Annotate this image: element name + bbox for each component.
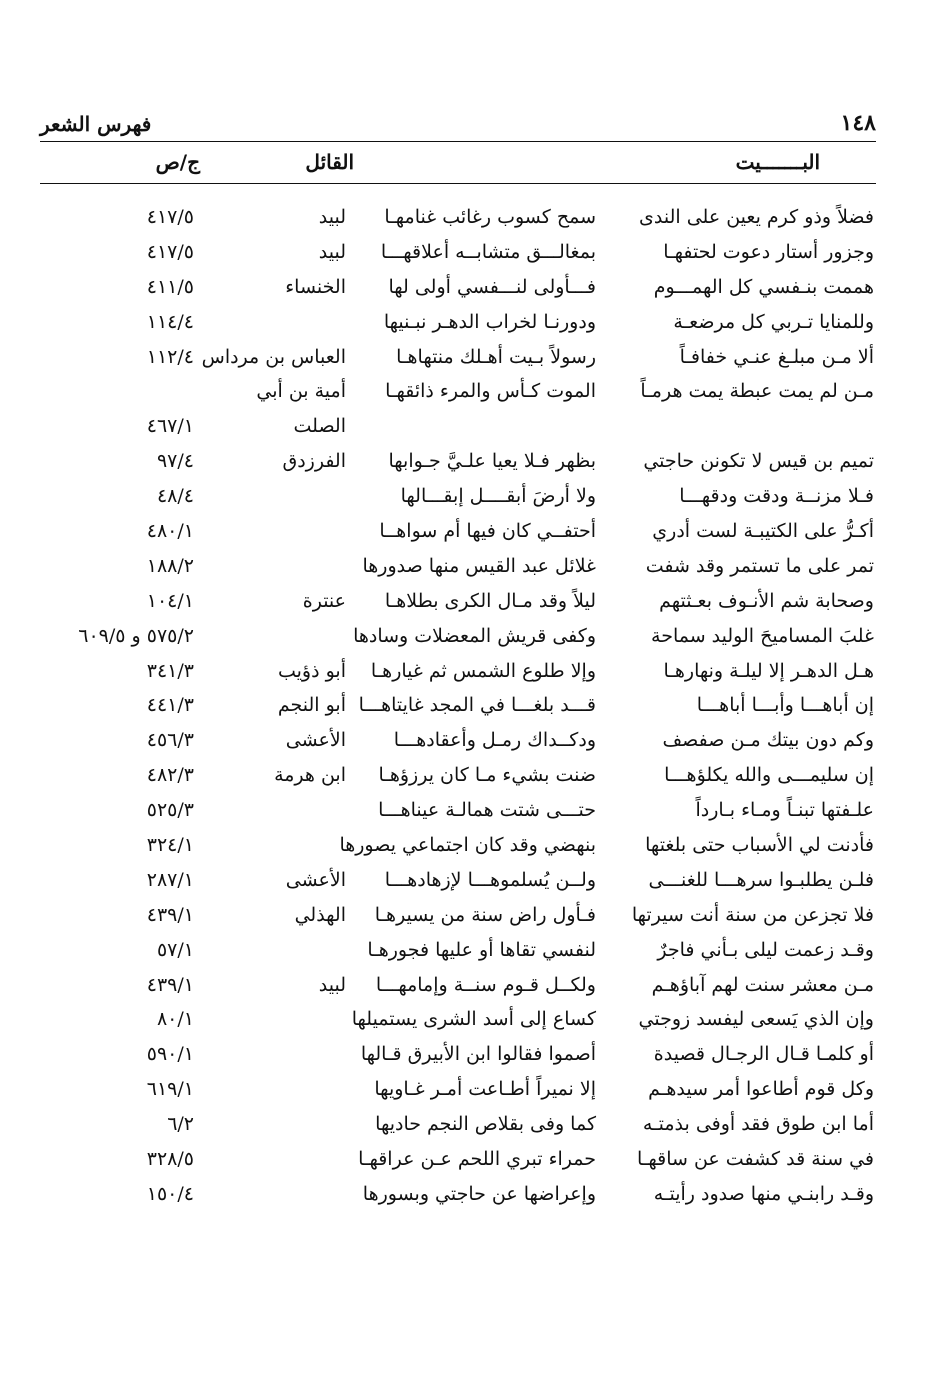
verse-first-hemistich: إن سليمـــى والله يكلؤهـــا xyxy=(664,764,874,787)
verse-first-hemistich: فلا تجزعن من سنة أنت سيرتها xyxy=(631,903,874,926)
column-headers xyxy=(40,150,876,182)
running-title: فهرس الشعر xyxy=(40,112,152,136)
poet-name: أبو النجم xyxy=(277,694,346,717)
volume-page-reference: ٤١٧/٥ xyxy=(146,206,194,228)
verse-second-hemistich: ولــن يُسلموهـــا لإزهادهـــا xyxy=(384,868,596,891)
table-row xyxy=(0,481,946,516)
verse-second-hemistich: إلا نميراً أطـاعت أمـر غـاويها xyxy=(374,1078,596,1101)
volume-page-reference: ٥٧/١ xyxy=(156,938,194,961)
table-row xyxy=(0,1109,946,1144)
table-row xyxy=(0,446,946,481)
poet-name: الخنساء xyxy=(285,275,346,298)
verse-first-hemistich: فضلاً وذو كرم يعين على الندى xyxy=(639,206,874,228)
verse-first-hemistich: تمر على ما تستمر وقد شفت xyxy=(645,554,874,577)
table-row xyxy=(0,1179,946,1214)
verse-second-hemistich: وإلا طلوع الشمس ثم غيارهـا xyxy=(370,659,596,682)
volume-page-reference: ٤٣٩/١ xyxy=(146,903,194,926)
verse-first-hemistich: هممت بنـفسي كل الهمـــوم xyxy=(653,275,874,298)
table-row xyxy=(0,237,946,272)
verse-first-hemistich: فـلا مزنــة ودقت ودقهـــا xyxy=(679,485,874,508)
verse-second-hemistich: الموت كـأس والمرء ذائقهـا xyxy=(385,380,596,403)
volume-page-reference: ١٠٤/١ xyxy=(146,589,194,612)
volume-page-reference: ٤١٧/٥ xyxy=(146,240,194,263)
verse-first-hemistich: تميم بن قيس لا تكونن حاجتي xyxy=(643,450,874,473)
verse-first-hemistich: مـن لم يمت عبطة يمت هرمـاً xyxy=(640,380,874,403)
verse-first-hemistich: وللمنايا تـربي كل مرضعـة xyxy=(673,310,874,333)
table-row xyxy=(0,516,946,551)
volume-page-reference: ٤٤١/٣ xyxy=(146,694,194,717)
table-row xyxy=(0,935,946,970)
poet-name: عنترة xyxy=(302,589,346,612)
table-row xyxy=(0,376,946,411)
page-number: ١٤٨ xyxy=(840,110,876,136)
table-row xyxy=(0,551,946,586)
volume-page-reference: ٣٤١/٣ xyxy=(146,659,194,682)
poet-name: أبو ذؤيب xyxy=(277,659,346,682)
volume-page-reference: ٥٩٠/١ xyxy=(146,1043,194,1066)
volume-page-reference: ٥٢٥/٣ xyxy=(146,799,194,822)
reference-column-header: ج/ص xyxy=(155,150,200,174)
table-row xyxy=(0,1074,946,1109)
table-row xyxy=(0,725,946,760)
table-row xyxy=(0,970,946,1005)
verse-first-hemistich: وقـد زعمت ليلى بـأني فاجرٌ xyxy=(657,938,874,961)
table-row xyxy=(0,795,946,830)
verse-second-hemistich: بمغالـــق متشابــه أعلاقهـــا xyxy=(380,240,596,263)
verse-second-hemistich: غلائل عبد القيس منها صدورها xyxy=(362,554,596,577)
verse-second-hemistich: حتـــى شتت همالـة عيناهـــا xyxy=(378,799,596,822)
table-row xyxy=(0,342,946,377)
volume-page-reference: ٢٨٧/١ xyxy=(146,868,194,891)
table-row xyxy=(0,656,946,691)
verse-second-hemistich: كما وفى بقلاص النجم حاديها xyxy=(375,1113,596,1136)
volume-page-reference: ٤٣٩/١ xyxy=(146,973,194,996)
verse-second-hemistich: ليلاً وقد مـال الكرى بطلاهـا xyxy=(384,589,596,612)
volume-page-reference: ٤٥٦/٣ xyxy=(146,729,194,752)
verse-second-hemistich: بظهر فـلا يعيا علـيَّ جـوابها xyxy=(388,450,596,473)
volume-page-reference: ٣٢٨/٥ xyxy=(146,1148,194,1171)
header-rule xyxy=(40,141,876,142)
volume-page-reference: ٤٨٠/١ xyxy=(146,520,194,543)
table-row xyxy=(0,1004,946,1039)
verse-first-hemistich: علـفتها تبنـاً ومـاء بـارداً xyxy=(695,799,874,822)
table-row xyxy=(0,760,946,795)
poet-column-header: القائل xyxy=(305,150,354,174)
poet-name: لبيد xyxy=(318,206,346,228)
verse-second-hemistich: قـــد بلغـــا في المجد غايتاهـــا xyxy=(358,694,596,717)
verse-first-hemistich: أما ابن طوق فقد أوفى بذمتـه xyxy=(642,1113,874,1136)
verse-second-hemistich: ودكــداك رمـل وأعقادهـــا xyxy=(393,729,596,752)
running-head xyxy=(40,110,876,144)
volume-page-reference: ٥٧٥/٢ و ٦٠٩/٥ xyxy=(78,624,194,647)
table-row xyxy=(0,830,946,865)
poet-name: الأعشى xyxy=(285,868,346,891)
table-row xyxy=(0,1144,946,1179)
verse-first-hemistich: أكـرُّ على الكتيبـة لست أدري xyxy=(652,520,874,543)
verse-first-hemistich: إن أباهـــا وأبـــا أباهـــا xyxy=(696,694,874,717)
verse-second-hemistich: وكفى قريش المعضلات وسادها xyxy=(353,624,596,647)
verse-second-hemistich: ضنت بشيء مـا كان يرزؤهـا xyxy=(378,764,596,787)
verse-first-hemistich: غلبَ المساميحَ الوليد سماحة xyxy=(651,624,874,647)
table-row xyxy=(0,586,946,621)
verse-second-hemistich: وإعراضها عن حاجتي وبسورها xyxy=(362,1182,596,1205)
volume-page-reference: ٨٠/١ xyxy=(156,1008,194,1031)
verse-first-hemistich: وجزور أستار دعوت لحتفهـا xyxy=(663,240,874,263)
poet-name: العباس بن مرداس xyxy=(201,345,346,368)
verse-first-hemistich: وكم دون بيتك مـن صفصف xyxy=(662,729,874,752)
volume-page-reference: ١١٢/٤ xyxy=(146,345,194,368)
verse-second-hemistich: رسولاً بـيت أهـلك منتهاهـا xyxy=(396,345,596,368)
poetry-index-table xyxy=(0,202,946,1214)
verse-second-hemistich: كساع إلى أسد الشرى يستميلها xyxy=(351,1008,596,1031)
verse-first-hemistich: أو كلمـا قـال الرجـال قصيدة xyxy=(653,1043,874,1066)
verse-first-hemistich: مـن معشر سنت لهم آباؤهـم xyxy=(651,973,874,996)
table-row xyxy=(0,202,946,237)
poet-name: الفرزدق xyxy=(282,450,346,473)
verse-first-hemistich: وإن الذي يَسعى ليفسد زوجتي xyxy=(638,1008,874,1031)
volume-page-reference: ٤٦٧/١ xyxy=(146,415,194,438)
poet-name: الأعشى xyxy=(285,729,346,752)
table-row xyxy=(0,690,946,725)
verse-first-hemistich: في سنة قد كشفت عن ساقهـا xyxy=(637,1148,874,1171)
verse-first-hemistich: فلـن يطلبـوا سرهـــا للغنـــى xyxy=(648,868,874,891)
volume-page-reference: ٤٨٢/٣ xyxy=(146,764,194,787)
table-row xyxy=(0,900,946,935)
table-row xyxy=(0,621,946,656)
table-row xyxy=(0,307,946,342)
verse-second-hemistich: ودورنـا لخراب الدهـر نبـنيها xyxy=(383,310,596,333)
volume-page-reference: ٤١١/٥ xyxy=(146,275,194,298)
volume-page-reference: ١١٤/٤ xyxy=(146,310,194,333)
volume-page-reference: ٦١٩/١ xyxy=(146,1078,194,1101)
verse-column-header: البـــــــيت xyxy=(735,150,820,174)
verse-second-hemistich: أحتفــي كان فيها أم سواهــا xyxy=(379,520,596,543)
verse-second-hemistich: حمراء تبري اللحم عـن عراقهـا xyxy=(358,1148,596,1171)
verse-second-hemistich: لنفسي تقاها أو عليها فجورهـا xyxy=(367,938,596,961)
volume-page-reference: ٤٨/٤ xyxy=(156,485,194,508)
verse-first-hemistich: وكل قوم أطاعوا أمر سيدهـم xyxy=(648,1078,874,1101)
table-row xyxy=(0,865,946,900)
verse-second-hemistich: ولا أرضَ أبقــــل إبقـــالها xyxy=(400,485,596,508)
table-row xyxy=(0,272,946,307)
volume-page-reference: ٣٢٤/١ xyxy=(146,834,194,857)
column-header-rule xyxy=(40,183,876,184)
volume-page-reference: ٩٧/٤ xyxy=(156,450,194,473)
verse-first-hemistich: ألا مـن مبلـغ عنـي خفافـاً xyxy=(679,345,874,368)
poet-name: الهذلي xyxy=(294,903,346,926)
poet-name: الصلت xyxy=(293,415,346,438)
volume-page-reference: ١٨٨/٢ xyxy=(146,554,194,577)
verse-second-hemistich: فـــأولى لنـــفسي أولى لها xyxy=(388,275,596,298)
table-row xyxy=(0,1039,946,1074)
verse-second-hemistich: سمح كسوب رغائب غنامهـا xyxy=(384,206,596,228)
poet-name: لبيد xyxy=(318,240,346,263)
verse-second-hemistich: ولكــل قـوم سنــة وإمامهـــا xyxy=(375,973,596,996)
table-row xyxy=(0,411,946,446)
poet-name: أمية بن أبي xyxy=(256,380,346,403)
poet-name: ابن هرمة xyxy=(274,764,346,787)
verse-second-hemistich: فـأول راض سنة من يسيرهـا xyxy=(374,903,596,926)
verse-first-hemistich: وقـد رابنـي منها صدود رأيتـه xyxy=(653,1182,874,1205)
poet-name: لبيد xyxy=(318,973,346,996)
verse-first-hemistich: هـل الدهـر إلا ليلـة ونهارهـا xyxy=(663,659,874,682)
volume-page-reference: ١٥٠/٤ xyxy=(146,1182,194,1205)
verse-second-hemistich: أصموا فقالوا ابن الأبيرق قـالها xyxy=(360,1043,596,1066)
verse-first-hemistich: فأدنت لي الأسباب حتى بلغتها xyxy=(645,834,874,857)
verse-second-hemistich: بنهضي وقد كان اجتماعي يصورها xyxy=(339,834,596,857)
verse-first-hemistich: وصحابة شم الأنـوف بعـثتهم xyxy=(659,589,874,612)
volume-page-reference: ٦/٢ xyxy=(167,1113,194,1136)
